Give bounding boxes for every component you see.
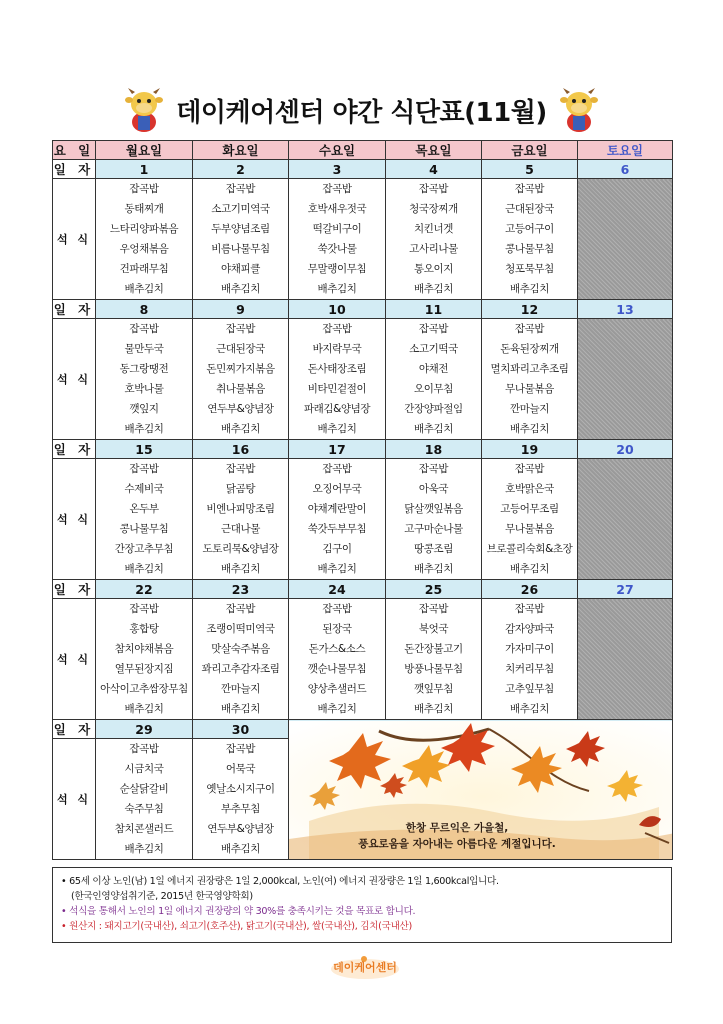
date-row-label: 일 자 — [53, 580, 96, 599]
menu-item: 배추김치 — [124, 843, 164, 855]
meal-cell — [289, 459, 386, 580]
date-cell: 4 — [386, 160, 482, 179]
menu-item: 무나물볶음 — [505, 523, 554, 535]
date-cell: 15 — [96, 440, 193, 459]
menu-item: 잡곡밥 — [129, 323, 159, 335]
menu-item: 무나물볶음 — [505, 383, 554, 395]
menu-item: 도토리묵&양념장 — [202, 543, 279, 555]
menu-item: 근대된장국 — [505, 203, 554, 215]
note-origin: • 원산지 : 돼지고기(국내산), 쇠고기(호주산), 닭고기(국내산), 쌀(국내산), 김치(국내산) — [61, 921, 412, 932]
menu-item: 순살닭갈비 — [119, 783, 169, 795]
meal-row-label: 석 식 — [53, 459, 96, 580]
menu-item: 배추김치 — [221, 563, 260, 575]
meal-cell — [96, 459, 193, 580]
menu-item: 고등어구이 — [505, 223, 554, 235]
weekday-row-label: 요 일 — [53, 141, 96, 160]
date-cell-saturday: 20 — [578, 440, 673, 459]
menu-item: 청국장찌개 — [409, 203, 458, 215]
menu-item: 잡곡밥 — [514, 323, 545, 335]
meal-cell — [386, 459, 482, 580]
meal-cell — [193, 599, 289, 720]
menu-item: 잡곡밥 — [129, 183, 159, 195]
date-row-week-4 — [53, 580, 673, 599]
saturday-closed-cell — [578, 179, 673, 300]
menu-item: 연두부&양념장 — [207, 403, 274, 415]
menu-item: 콩나물무침 — [119, 523, 169, 535]
menu-table — [52, 140, 673, 860]
meal-cell — [193, 319, 289, 440]
menu-item: 조랭이떡미역국 — [206, 623, 275, 635]
menu-item: 잡곡밥 — [129, 463, 159, 475]
menu-item: 잡곡밥 — [322, 323, 352, 335]
menu-item: 수제비국 — [124, 483, 164, 495]
menu-item: 잡곡밥 — [418, 463, 449, 475]
menu-item: 야채피클 — [221, 263, 260, 275]
menu-item: 참치콘샐러드 — [114, 823, 174, 835]
menu-item: 돈민찌가지볶음 — [206, 363, 275, 375]
menu-item: 연두부&양념장 — [207, 823, 274, 835]
menu-item: 배추김치 — [414, 703, 453, 715]
meal-row-week-4 — [53, 599, 673, 720]
menu-item: 된장국 — [322, 623, 352, 635]
note-source: (한국인영양섭취기준, 2015년 한국영양학회) — [71, 891, 253, 902]
menu-item: 물만두국 — [124, 343, 164, 355]
cow-mascot-left-icon — [122, 86, 166, 134]
menu-item: 잡곡밥 — [514, 603, 545, 615]
date-cell: 5 — [482, 160, 578, 179]
menu-item: 비름나물무침 — [211, 243, 270, 255]
menu-item: 돈가스&소스 — [308, 643, 366, 655]
date-row-week-3 — [53, 440, 673, 459]
menu-item: 고구마순나물 — [404, 523, 463, 535]
menu-item: 배추김치 — [124, 563, 164, 575]
meal-row-label: 석 식 — [53, 319, 96, 440]
menu-item: 쑥갓나물 — [317, 243, 357, 255]
menu-item: 맛살숙주볶음 — [211, 643, 270, 655]
menu-item: 옛날소시지구이 — [206, 783, 275, 795]
menu-item: 잡곡밥 — [225, 603, 256, 615]
weekday-wed: 수요일 — [289, 141, 386, 160]
menu-item: 멸치꽈리고추조림 — [490, 363, 569, 375]
date-row-label: 일 자 — [53, 720, 96, 739]
menu-item: 온두부 — [129, 503, 159, 515]
menu-item: 오이무침 — [414, 383, 453, 395]
meal-cell — [482, 179, 578, 300]
menu-item: 동태찌개 — [124, 203, 164, 215]
meal-cell — [482, 599, 578, 720]
meal-row-label: 석 식 — [53, 599, 96, 720]
menu-item: 배추김치 — [510, 423, 549, 435]
date-cell: 17 — [289, 440, 386, 459]
meal-cell — [386, 179, 482, 300]
weekday-mon: 월요일 — [96, 141, 193, 160]
menu-item: 동그랑땡전 — [119, 363, 169, 375]
weekday-tue: 화요일 — [193, 141, 289, 160]
menu-item: 근대된장국 — [216, 343, 265, 355]
menu-item: 청포묵무침 — [505, 263, 554, 275]
autumn-illustration — [289, 720, 673, 860]
menu-item: 닭살깻잎볶음 — [404, 503, 463, 515]
menu-item: 치커리무침 — [505, 663, 554, 675]
menu-item: 깻잎무침 — [414, 683, 453, 695]
menu-item: 통오이지 — [414, 263, 453, 275]
menu-item: 우엉채볶음 — [119, 243, 169, 255]
menu-item: 잡곡밥 — [418, 323, 449, 335]
menu-item: 배추김치 — [124, 703, 164, 715]
menu-item: 쑥갓두부무침 — [307, 523, 367, 535]
menu-item: 비타민겉절이 — [307, 383, 367, 395]
saturday-closed-cell — [578, 599, 673, 720]
menu-item: 숙주무침 — [124, 803, 164, 815]
menu-item: 소고기미역국 — [211, 203, 270, 215]
menu-item: 간장고추무침 — [114, 543, 174, 555]
menu-item: 배추김치 — [510, 703, 549, 715]
date-cell: 1 — [96, 160, 193, 179]
menu-item: 양상추샐러드 — [307, 683, 367, 695]
date-cell: 12 — [482, 300, 578, 319]
menu-item: 깐마늘지 — [221, 683, 260, 695]
date-cell: 25 — [386, 580, 482, 599]
date-row-label: 일 자 — [53, 440, 96, 459]
menu-item: 깻순나물무침 — [307, 663, 367, 675]
menu-item: 호박새우젓국 — [307, 203, 367, 215]
note-energy: • 65세 이상 노인(남) 1일 에너지 권장량은 1일 2,000kcal, 노인(여) 에너지 권장량은 1일 1,600kcal입니다. — [61, 876, 499, 887]
menu-item: 비엔나피망조림 — [206, 503, 275, 515]
menu-item: 돈간장불고기 — [404, 643, 463, 655]
menu-item: 건파래무침 — [119, 263, 169, 275]
menu-item: 땅콩조림 — [414, 543, 453, 555]
meal-cell — [193, 459, 289, 580]
menu-item: 배추김치 — [510, 563, 549, 575]
weekday-fri: 금요일 — [482, 141, 578, 160]
menu-item: 잡곡밥 — [322, 603, 352, 615]
meal-row-label: 석 식 — [53, 739, 96, 860]
menu-item: 고추잎무침 — [505, 683, 554, 695]
date-row-week-1 — [53, 160, 673, 179]
menu-item: 호박나물 — [124, 383, 164, 395]
date-cell: 16 — [193, 440, 289, 459]
menu-item: 근대나물 — [221, 523, 260, 535]
page-title: 데이케어센터 야간 식단표(11월) — [176, 97, 547, 128]
date-cell: 22 — [96, 580, 193, 599]
meal-cell — [289, 179, 386, 300]
menu-item: 잡곡밥 — [418, 183, 449, 195]
menu-item: 고사리나물 — [409, 243, 458, 255]
menu-item: 잡곡밥 — [225, 463, 256, 475]
menu-item: 감자양파국 — [505, 623, 554, 635]
menu-item: 고등어무조림 — [500, 503, 559, 515]
menu-item: 브로콜리숙회&초장 — [486, 543, 573, 555]
menu-item: 배추김치 — [317, 423, 357, 435]
menu-item: 가자미구이 — [505, 643, 554, 655]
date-cell: 23 — [193, 580, 289, 599]
menu-item: 배추김치 — [221, 843, 260, 855]
meal-cell — [96, 179, 193, 300]
meal-cell — [96, 319, 193, 440]
menu-item: 배추김치 — [414, 283, 453, 295]
meal-cell — [96, 599, 193, 720]
date-cell: 19 — [482, 440, 578, 459]
saturday-closed-cell — [578, 319, 673, 440]
date-row-label: 일 자 — [53, 300, 96, 319]
menu-item: 배추김치 — [414, 563, 453, 575]
date-cell: 24 — [289, 580, 386, 599]
menu-item: 닭곰탕 — [225, 483, 256, 495]
meal-row-week-1 — [53, 179, 673, 300]
date-row-week-5 — [53, 720, 673, 739]
menu-item: 잡곡밥 — [514, 463, 545, 475]
menu-item: 시금치국 — [124, 763, 164, 775]
meal-cell — [96, 739, 193, 860]
meal-cell — [386, 319, 482, 440]
date-cell-saturday: 27 — [578, 580, 673, 599]
menu-item: 배추김치 — [414, 423, 453, 435]
menu-item: 배추김치 — [221, 423, 260, 435]
menu-item: 참치야채볶음 — [114, 643, 174, 655]
menu-item: 배추김치 — [221, 703, 260, 715]
menu-item: 호박맑은국 — [505, 483, 554, 495]
menu-item: 꽈리고추감자조림 — [201, 663, 280, 675]
menu-item: 배추김치 — [124, 423, 164, 435]
menu-item: 오징어무국 — [312, 483, 362, 495]
date-cell: 18 — [386, 440, 482, 459]
menu-item: 잡곡밥 — [129, 603, 159, 615]
menu-item: 바지락무국 — [312, 343, 362, 355]
menu-item: 깻잎지 — [129, 403, 159, 415]
menu-item: 잡곡밥 — [225, 743, 256, 755]
meal-row-week-2 — [53, 319, 673, 440]
date-cell: 8 — [96, 300, 193, 319]
menu-item: 간장양파절임 — [404, 403, 463, 415]
menu-item: 홍합탕 — [129, 623, 159, 635]
meal-row-week-3 — [53, 459, 673, 580]
date-row-label: 일 자 — [53, 160, 96, 179]
menu-item: 배추김치 — [510, 283, 549, 295]
meal-cell — [386, 599, 482, 720]
menu-item: 야채계란말이 — [307, 503, 367, 515]
menu-item: 파래김&양념장 — [303, 403, 371, 415]
menu-item: 배추김치 — [221, 283, 260, 295]
menu-item: 치킨너겟 — [414, 223, 453, 235]
menu-item: 잡곡밥 — [322, 463, 352, 475]
menu-item: 북엇국 — [418, 623, 449, 635]
menu-item: 배추김치 — [124, 283, 164, 295]
date-cell: 3 — [289, 160, 386, 179]
menu-item: 열무된장지짐 — [114, 663, 174, 675]
menu-item: 콩나물무침 — [505, 243, 554, 255]
saturday-closed-cell — [578, 459, 673, 580]
menu-item: 잡곡밥 — [225, 323, 256, 335]
menu-item: 소고기떡국 — [409, 343, 458, 355]
meal-cell — [482, 459, 578, 580]
menu-item: 잡곡밥 — [225, 183, 256, 195]
menu-item: 배추김치 — [317, 283, 357, 295]
note-goal: • 석식을 통해서 노인의 1일 에너지 권장량의 약 30%를 충족시키는 것을 목표로 합니다. — [61, 906, 416, 917]
meal-cell — [193, 739, 289, 860]
daycare-logo — [320, 955, 410, 981]
date-cell: 10 — [289, 300, 386, 319]
menu-item: 느타리양파볶음 — [109, 223, 179, 235]
menu-item: 떡갈비구이 — [312, 223, 362, 235]
weekday-header-row — [53, 141, 673, 160]
date-cell: 2 — [193, 160, 289, 179]
meal-row-label: 석 식 — [53, 179, 96, 300]
date-cell-saturday: 13 — [578, 300, 673, 319]
weekday-thu: 목요일 — [386, 141, 482, 160]
date-cell: 29 — [96, 720, 193, 739]
menu-item: 취나물볶음 — [216, 383, 265, 395]
menu-item: 두부양념조림 — [211, 223, 270, 235]
meal-cell — [193, 179, 289, 300]
date-cell: 11 — [386, 300, 482, 319]
menu-item: 배추김치 — [317, 703, 357, 715]
meal-cell — [289, 599, 386, 720]
menu-item: 방풍나물무침 — [404, 663, 463, 675]
menu-item: 배추김치 — [317, 563, 357, 575]
menu-item: 아삭이고추쌈장무침 — [100, 683, 188, 695]
menu-item: 잡곡밥 — [514, 183, 545, 195]
menu-item: 돈사태장조림 — [307, 363, 367, 375]
menu-item: 무말랭이무침 — [307, 263, 367, 275]
autumn-caption-line-2: 풍요로움을 자아내는 아름다운 계절입니다. — [358, 837, 556, 850]
menu-item: 아욱국 — [418, 483, 449, 495]
autumn-leaves-illustration — [289, 721, 673, 859]
menu-item: 김구이 — [322, 543, 352, 555]
menu-item: 어묵국 — [225, 763, 256, 775]
autumn-caption-line-1: 한창 무르익은 가을철, — [405, 821, 509, 834]
menu-item: 잡곡밥 — [322, 183, 352, 195]
meal-cell — [482, 319, 578, 440]
date-cell: 30 — [193, 720, 289, 739]
title-row — [0, 82, 723, 138]
menu-item: 야채전 — [418, 363, 449, 375]
meal-cell — [289, 319, 386, 440]
logo-text: 데이케어센터 — [333, 961, 397, 974]
menu-item: 부추무침 — [221, 803, 260, 815]
date-cell-saturday: 6 — [578, 160, 673, 179]
date-cell: 9 — [193, 300, 289, 319]
date-cell: 26 — [482, 580, 578, 599]
menu-item: 잡곡밥 — [129, 743, 159, 755]
date-row-week-2 — [53, 300, 673, 319]
cow-mascot-right-icon — [557, 86, 601, 134]
weekday-sat: 토요일 — [578, 141, 673, 160]
menu-item: 돈육된장찌개 — [500, 343, 559, 355]
menu-item: 깐마늘지 — [510, 403, 549, 415]
nutrition-notes — [52, 867, 672, 943]
menu-item: 잡곡밥 — [418, 603, 449, 615]
